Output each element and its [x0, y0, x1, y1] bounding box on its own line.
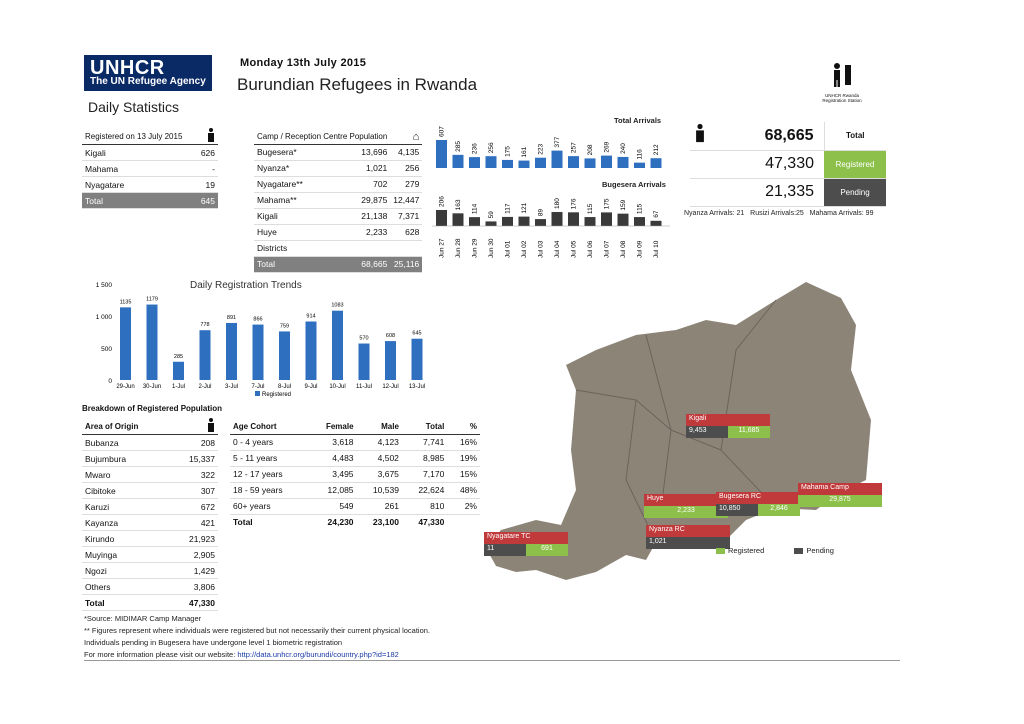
location-values: [798, 495, 882, 507]
registered-today-row: [82, 161, 218, 177]
footer-source: *Source: MIDIMAR Camp Manager: [84, 614, 202, 623]
camp-population: 21,138: [338, 208, 390, 224]
kpi-total-value: 68,665: [714, 122, 824, 150]
total-arrival-label: 236: [471, 143, 479, 155]
camp-total-a: 68,665: [338, 256, 390, 272]
legend-pending-label: Pending: [806, 546, 834, 555]
registration-bar: [279, 331, 290, 380]
x-tick-label: 30-Jun: [142, 384, 162, 390]
age-header-cell: Female: [309, 420, 357, 434]
bugesera-arrival-bar: [453, 213, 464, 226]
total-arrival-label: 377: [554, 136, 561, 148]
location-name: Kigali: [686, 414, 770, 426]
origin-row: [82, 579, 218, 595]
bugesera-arrival-bar: [568, 212, 579, 226]
kpi-registered-label: Registered: [824, 150, 886, 178]
age-panel: [230, 420, 480, 530]
camp-population: 29,875: [338, 192, 390, 208]
total-arrival-bar: [618, 157, 629, 168]
registration-bar: [120, 307, 131, 380]
bugesera-arrival-bar: [552, 212, 563, 226]
footer-biometric: Individuals pending in Bugesera have undergone level 1 biometric registration: [84, 638, 343, 647]
location-pending: 11: [484, 544, 526, 556]
total-arrival-bar: [552, 151, 563, 168]
breakdown-title: Breakdown of Registered Population: [82, 404, 223, 413]
camp-households: 4,135: [390, 144, 422, 160]
logo-line2: The UN Refugee Agency: [90, 76, 206, 87]
kpi-pending-value: 21,335: [714, 178, 824, 206]
x-tick-label: 10-Jul: [329, 384, 346, 390]
age-cell: 810: [402, 498, 447, 514]
bugesera-arrival-bar: [469, 217, 480, 226]
bugesera-arrival-bar: [618, 214, 629, 226]
camp-population: 1,021: [338, 160, 390, 176]
bugesera-arrival-label: 89: [537, 208, 545, 217]
origin-row: [82, 467, 218, 483]
bar-value-label: 1179: [146, 296, 158, 303]
origin-name: Cibitoke: [82, 483, 170, 499]
bugesera-arrival-label: 121: [521, 202, 528, 214]
map-location-label: [484, 532, 568, 556]
legend-label: Registered: [262, 392, 292, 398]
arrival-date-label: Jul 01: [504, 240, 512, 258]
origin-value: 1,429: [170, 563, 218, 579]
location-pending: 10,850: [716, 504, 758, 516]
camp-row: [254, 224, 422, 240]
age-row: [230, 434, 480, 450]
age-row: [230, 450, 480, 466]
total-arrival-label: 116: [636, 149, 644, 160]
bugesera-arrival-bar: [486, 221, 497, 226]
origin-row: [82, 531, 218, 547]
origin-name: Kayanza: [82, 515, 170, 531]
x-tick-label: 8-Jul: [277, 384, 292, 390]
legend-swatch: [255, 391, 260, 396]
y-tick-label: 500: [101, 346, 112, 353]
bar-value-label: 645: [412, 330, 422, 337]
camp-row: [254, 240, 422, 256]
total-arrival-label: 285: [455, 140, 462, 152]
age-cell: 19%: [447, 450, 480, 466]
age-cell: 4,502: [357, 450, 402, 466]
bugesera-arrival-bar: [651, 221, 662, 226]
origin-row: [82, 563, 218, 579]
location-registered: 691: [526, 544, 568, 556]
registered-today-panel: [82, 128, 218, 209]
bugesera-arrival-bar: [535, 219, 546, 226]
total-arrival-label: 212: [653, 144, 660, 156]
camp-name: Nyanza*: [254, 160, 338, 176]
total-arrival-label: 240: [620, 143, 627, 154]
bar-value-label: 1135: [119, 299, 132, 306]
camp-population-table: [254, 130, 422, 273]
age-cell: 3,675: [357, 466, 402, 482]
location-values: [716, 504, 800, 516]
camp-row: [254, 192, 422, 208]
row-value: 626: [196, 145, 218, 161]
age-cell: 4,483: [309, 450, 357, 466]
origin-value: 307: [170, 483, 218, 499]
map-location-label: [798, 483, 882, 507]
location-values: [484, 544, 568, 556]
map-location-label: [716, 492, 800, 516]
age-total-cell: 47,330: [418, 517, 445, 528]
camp-population-title: Camp / Reception Centre Population: [254, 130, 390, 144]
registered-today-total-value: 645: [196, 193, 218, 209]
bugesera-arrival-label: 115: [587, 203, 594, 215]
location-name: Mahama Camp: [798, 483, 882, 495]
age-cell: 261: [357, 498, 402, 514]
age-cell: 8,985: [402, 450, 447, 466]
camp-row: [254, 208, 422, 224]
legend-registered-label: Registered: [728, 546, 765, 555]
location-name: Bugesera RC: [716, 492, 800, 504]
arrival-date-label: Jul 08: [620, 240, 627, 258]
registration-bar: [359, 344, 370, 380]
person-icon: [207, 418, 215, 432]
total-arrival-bar: [502, 160, 513, 168]
age-cell: 10,539: [357, 482, 402, 498]
age-cell: 15%: [447, 466, 480, 482]
person-icon: [695, 124, 705, 142]
legend-registered-swatch: [716, 548, 725, 554]
age-header-cell: Age Cohort: [230, 420, 309, 434]
camp-name: Nyagatare**: [254, 176, 338, 192]
total-arrival-label: 161: [521, 146, 528, 158]
location-registered: 2,846: [758, 504, 800, 516]
camp-row: [254, 160, 422, 176]
total-arrival-bar: [585, 158, 596, 168]
bugesera-arrivals-title: Bugesera Arrivals: [602, 180, 666, 189]
total-arrival-bar: [453, 155, 464, 168]
origin-panel: [82, 418, 218, 611]
total-arrival-label: 607: [438, 126, 446, 137]
footer-more-info: [84, 650, 399, 659]
age-header-cell: Total: [402, 420, 447, 434]
age-row: [230, 482, 480, 498]
bugesera-arrival-label: 59: [488, 211, 495, 219]
row-label: Mahama: [82, 161, 196, 177]
registration-bar: [332, 311, 343, 380]
age-cell: 16%: [447, 434, 480, 450]
bugesera-arrival-label: 175: [603, 198, 611, 210]
person-icon: [207, 128, 215, 142]
age-cell: 60+ years: [230, 498, 309, 514]
age-total-cell: 23,100: [372, 517, 399, 528]
origin-row: [82, 483, 218, 499]
origin-total-label: Total: [82, 595, 170, 611]
bugesera-arrival-label: 163: [455, 199, 462, 211]
age-cell: 12 - 17 years: [230, 466, 309, 482]
x-tick-label: 12-Jul: [382, 384, 399, 390]
origin-row: [82, 435, 218, 451]
origin-table: [82, 418, 218, 611]
age-cell: 12,085: [309, 482, 357, 498]
arrival-date-label: Jul 03: [537, 240, 545, 258]
age-cell: 7,741: [402, 434, 447, 450]
age-cohort-table: [230, 420, 480, 530]
total-arrival-bar: [469, 157, 480, 168]
origin-value: 3,806: [170, 579, 218, 595]
row-label: Nyagatare: [82, 177, 196, 193]
origin-value: 421: [170, 515, 218, 531]
unhcr-logo: [84, 55, 212, 91]
age-cell: 22,624: [402, 482, 447, 498]
bugesera-arrival-label: 117: [504, 203, 512, 214]
age-header-cell: %: [447, 420, 480, 434]
camp-name: Districts: [254, 240, 338, 256]
arrivals-chart: [430, 118, 675, 263]
bar-value-label: 759: [279, 323, 290, 330]
arrival-date-label: Jun 29: [471, 238, 479, 258]
website-link[interactable]: http://data.unhcr.org/burundi/country.php?id=182: [237, 650, 399, 659]
y-tick-label: 1 000: [95, 314, 112, 321]
arrivals-note: Nyanza Arrivals: 21 Rusizi Arrivals:25 Mahama Arrivals: 99: [684, 210, 874, 217]
map-legend: [716, 546, 834, 555]
registration-bar: [200, 330, 211, 380]
camp-name: Bugesera*: [254, 144, 338, 160]
camp-total-label: Total: [254, 256, 338, 272]
bugesera-arrival-bar: [436, 210, 447, 226]
row-value: 19: [196, 177, 218, 193]
total-arrival-bar: [651, 158, 662, 168]
bugesera-arrival-bar: [502, 217, 513, 226]
camp-households: 7,371: [390, 208, 422, 224]
camp-population: 13,696: [338, 144, 390, 160]
registered-today-row: [82, 177, 218, 193]
camp-row: [254, 144, 422, 160]
report-date: Monday 13th July 2015: [240, 57, 367, 69]
x-tick-label: 7-Jul: [251, 384, 265, 390]
bugesera-arrival-label: 206: [438, 196, 446, 207]
daily-registration-chart: [80, 276, 450, 402]
x-tick-label: 1-Jul: [171, 384, 186, 390]
arrival-date-label: Jun 27: [438, 238, 446, 258]
origin-name: Ngozi: [82, 563, 170, 579]
camp-households: 12,447: [390, 192, 422, 208]
origin-name: Bubanza: [82, 435, 170, 451]
people-icon: [829, 62, 855, 88]
camp-name: Mahama**: [254, 192, 338, 208]
arrival-date-label: Jul 04: [554, 240, 561, 258]
x-tick-label: 3-Jul: [224, 384, 239, 390]
total-arrival-bar: [519, 161, 530, 168]
arrival-date-label: Jul 10: [653, 240, 660, 258]
bugesera-arrival-label: 114: [471, 203, 479, 215]
age-total-cell: 24,230: [327, 517, 354, 528]
origin-name: Bujumbura: [82, 451, 170, 467]
bugesera-arrival-label: 180: [554, 198, 561, 210]
total-arrival-label: 256: [488, 142, 495, 154]
total-arrival-bar: [568, 156, 579, 168]
total-arrival-bar: [601, 156, 612, 168]
house-icon: ⌂: [390, 130, 422, 144]
total-arrival-label: 269: [603, 141, 611, 153]
legend-pending-swatch: [794, 548, 803, 554]
map-location-label: [686, 414, 770, 438]
registration-bar: [173, 362, 184, 380]
kpi-table: [690, 122, 886, 207]
x-tick-label: 11-Jul: [356, 384, 372, 390]
bar-value-label: 1083: [331, 302, 344, 309]
registration-bar: [385, 341, 396, 380]
camp-population: [338, 240, 390, 256]
bugesera-arrival-bar: [519, 217, 530, 226]
registered-today-row: [82, 145, 218, 161]
camp-population: 2,233: [338, 224, 390, 240]
camp-households: 256: [390, 160, 422, 176]
page-title: Burundian Refugees in Rwanda: [237, 75, 478, 94]
total-arrival-label: 175: [504, 146, 512, 157]
registration-bar: [306, 322, 317, 380]
location-registered: 2,233: [644, 506, 728, 518]
total-arrival-bar: [535, 158, 546, 168]
x-tick-label: 13-Jul: [408, 384, 426, 390]
x-tick-label: 2-Jul: [198, 384, 212, 390]
camp-population: 702: [338, 176, 390, 192]
age-cell: 2%: [447, 498, 480, 514]
total-arrivals-title: Total Arrivals: [614, 116, 662, 125]
origin-name: Mwaro: [82, 467, 170, 483]
bugesera-arrival-label: 67: [653, 210, 660, 218]
age-total-cell: Total: [233, 517, 253, 528]
age-cell: 549: [309, 498, 357, 514]
arrival-date-label: Jul 06: [587, 240, 594, 258]
kpi-total-label: Total: [824, 122, 886, 150]
bugesera-arrival-label: 159: [620, 199, 627, 211]
bar-value-label: 778: [200, 322, 210, 329]
location-name: Nyanza RC: [646, 525, 730, 537]
chart-title: Daily Registration Trends: [190, 280, 302, 291]
registration-bar: [226, 323, 237, 380]
footer-note: ** Figures represent where individuals were registered but not necessarily their current physical location.: [84, 626, 431, 635]
bar-value-label: 285: [173, 353, 184, 360]
age-row: [230, 466, 480, 482]
total-arrival-label: 223: [537, 143, 545, 155]
camp-population-panel: [254, 130, 420, 273]
registered-today-table: [82, 128, 218, 209]
origin-row: [82, 547, 218, 563]
location-name: Nyagatare TC: [484, 532, 568, 544]
camp-households: 279: [390, 176, 422, 192]
bugesera-arrival-label: 115: [636, 203, 644, 215]
origin-total-value: 47,330: [170, 595, 218, 611]
camp-name: Huye: [254, 224, 338, 240]
arrival-date-label: Jul 02: [521, 240, 528, 258]
age-cell: 18 - 59 years: [230, 482, 309, 498]
origin-name: Muyinga: [82, 547, 170, 563]
age-header-cell: Male: [357, 420, 402, 434]
age-cell: 3,495: [309, 466, 357, 482]
registration-station-badge: [820, 62, 864, 103]
age-cell: 5 - 11 years: [230, 450, 309, 466]
location-registered: 11,685: [728, 426, 770, 438]
origin-header: Area of Origin: [82, 418, 170, 435]
footer-more-info-label: For more information please visit our website:: [84, 650, 236, 659]
origin-value: 15,337: [170, 451, 218, 467]
bugesera-arrival-bar: [634, 217, 645, 226]
camp-households: [390, 240, 422, 256]
row-label: Kigali: [82, 145, 196, 161]
kpi-pending-label: Pending: [824, 178, 886, 206]
total-arrival-label: 257: [570, 142, 578, 154]
total-arrival-bar: [486, 156, 497, 168]
total-arrival-bar: [634, 163, 645, 168]
origin-name: Others: [82, 579, 170, 595]
age-cell: 3,618: [309, 434, 357, 450]
camp-total-b: 25,116: [390, 256, 422, 272]
registration-station-label: UNHCR Rwanda Registration Station: [822, 93, 862, 103]
bar-value-label: 891: [226, 314, 237, 321]
bugesera-arrival-label: 176: [570, 198, 578, 210]
arrival-date-label: Jul 09: [636, 240, 644, 258]
arrival-date-label: Jul 07: [603, 240, 611, 258]
origin-row: [82, 515, 218, 531]
origin-name: Kirundo: [82, 531, 170, 547]
kpi-panel: [690, 122, 886, 207]
arrival-date-label: Jun 28: [455, 238, 462, 258]
kpi-registered-value: 47,330: [714, 150, 824, 178]
origin-value: 208: [170, 435, 218, 451]
arrival-date-label: Jun 30: [488, 238, 495, 258]
registered-today-title: Registered on 13 July 2015: [82, 128, 196, 145]
location-pending: 9,453: [686, 426, 728, 438]
total-arrival-bar: [436, 140, 447, 168]
origin-row: [82, 451, 218, 467]
bugesera-arrival-bar: [585, 217, 596, 226]
location-pending: 1,021: [646, 537, 730, 549]
age-row: [230, 498, 480, 514]
x-tick-label: 29-Jun: [116, 384, 135, 390]
age-cell: 48%: [447, 482, 480, 498]
age-cell: 0 - 4 years: [230, 434, 309, 450]
age-cell: 7,170: [402, 466, 447, 482]
location-values: [686, 426, 770, 438]
daily-statistics-heading: Daily Statistics: [88, 99, 180, 115]
registration-bar: [253, 325, 264, 380]
camp-row: [254, 176, 422, 192]
origin-value: 21,923: [170, 531, 218, 547]
camp-households: 628: [390, 224, 422, 240]
y-tick-label: 1 500: [95, 282, 112, 289]
bugesera-arrival-bar: [601, 212, 612, 226]
origin-value: 2,905: [170, 547, 218, 563]
origin-row: [82, 499, 218, 515]
camp-name: Kigali: [254, 208, 338, 224]
location-registered: 29,875: [798, 495, 882, 507]
bar-value-label: 608: [385, 333, 396, 340]
x-tick-label: 9-Jul: [304, 384, 318, 390]
age-cell: 4,123: [357, 434, 402, 450]
bar-value-label: 570: [359, 335, 369, 342]
registration-bar: [412, 339, 423, 380]
bar-value-label: 866: [253, 316, 263, 323]
bar-value-label: 914: [306, 313, 316, 320]
origin-value: 322: [170, 467, 218, 483]
location-name: Huye: [644, 494, 728, 506]
y-tick-label: 0: [108, 378, 112, 385]
registered-today-total-label: Total: [82, 193, 196, 209]
logo-line1: UNHCR: [90, 57, 165, 79]
arrival-date-label: Jul 05: [570, 240, 578, 258]
footer-divider: [84, 660, 900, 661]
registration-bar: [147, 305, 158, 380]
origin-name: Karuzi: [82, 499, 170, 515]
row-value: -: [196, 161, 218, 177]
origin-value: 672: [170, 499, 218, 515]
total-arrival-label: 208: [587, 144, 594, 156]
